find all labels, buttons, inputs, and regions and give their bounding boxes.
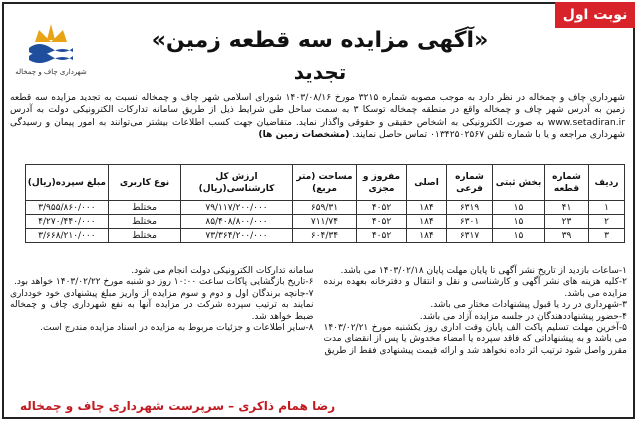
condition-item: سامانه تدارکات الکترونیکی دولت انجام می شود.	[131, 266, 314, 276]
table-cell: ۲	[589, 215, 625, 229]
table-cell: ۶۳۱۷	[447, 229, 493, 243]
intro-paragraph	[10, 92, 625, 142]
table-cell: ۳/۹۵۵/۸۶۰/۰۰۰	[25, 201, 108, 215]
table-cell: ۱۸۴	[407, 201, 447, 215]
condition-item: ۱-ساعات بازدید از تاریخ نشر آگهی تا پایان مهلت پایان ۱۴۰۳/۰۲/۱۸ می باشد.	[340, 266, 627, 276]
col-header: مساحت (متر مربع)	[293, 165, 357, 201]
condition-item: ۴-حضور پیشنهاددهندگان در جلسه مزایده آزاد می باشد.	[419, 311, 627, 322]
table-header-row	[25, 165, 624, 201]
conditions	[10, 266, 627, 357]
table-cell: ۶۳۱۹	[447, 201, 493, 215]
col-header: اصلی	[407, 165, 447, 201]
table-cell: ۳	[589, 229, 625, 243]
table-cell: ۶۳۰۱	[447, 215, 493, 229]
col-header: شماره فرعی	[447, 165, 493, 201]
intro-text: شهرداری چاف و چمخاله در نظر دارد به موجب مصوبه شماره ۳۲۱۵ مورخ ۱۴۰۳/۰۸/۱۶ شورای اسلامی شهر چاف و چمخاله نسبت به تجدید مزایده سه قطعه زمین به آدرس شهر چاف و چمخاله واقع در منطقه چمخاله توسکا ۳ به سمت ساحل طی شرایط ذیل از طریق سامانه تدارکات الکترونیکی دولت به آدرس www.setadiran.ir به صورت الکترونیکی به اشخاص حقیقی و حقوقی واگذار نماید. متقاضیان جهت کسب اطلاعات بیشتر می‌توانند به امور پیمان و رسیدگی شهرداری مراجعه و یا با شماره تلفن ۰۱۳۴۲۵۰۲۵۶۷ تماس حاصل نمایند.	[10, 92, 625, 141]
table-cell: ۴۱	[545, 201, 589, 215]
table-cell: ۶۵۹/۳۱	[293, 201, 357, 215]
table-cell: مختلط	[109, 215, 181, 229]
table-cell: ۱۸۴	[407, 229, 447, 243]
table-cell: ۷۱۱/۷۴	[293, 215, 357, 229]
land-table	[25, 164, 625, 243]
table-cell: ۱	[589, 201, 625, 215]
table-row	[25, 201, 624, 215]
condition-item: ۷-جانچه برندگان اول و دوم و سوم مزایده از واریز مبلغ پیشنهادی خود خودداری نمایند به ترتیب سپرده شرکت در مزایده آنها به نفع شهرداری چاف و چمخاله ضبط خواهد شد.	[10, 288, 314, 322]
conditions-right-column	[324, 266, 628, 357]
col-header: ردیف	[589, 165, 625, 201]
publication-badge: نوبت اول	[555, 2, 635, 28]
col-header: مفروز و مجزی	[357, 165, 407, 201]
col-header: بخش ثبتی	[493, 165, 545, 201]
table-cell: ۱۵	[493, 215, 545, 229]
notice-subtitle: تجدید	[293, 60, 347, 84]
col-header: ارزش کل کارشناسی(ریال)	[181, 165, 293, 201]
wave-logo-icon	[25, 20, 77, 66]
col-header: شماره قطعه	[545, 165, 589, 201]
condition-item: ۳-شهرداری در رد یا قبول پیشنهادات مختار می باشد.	[430, 300, 627, 311]
table-cell: ۴۰۵۲	[357, 201, 407, 215]
condition-item: ۲-کلیه هزینه های نشر آگهی و کارشناسی و نقل و انتقال و دفترخانه بعهده برنده مزایده می باشد.	[323, 277, 627, 299]
signature: رضا همام ذاکری – سرپرست شهرداری چاف و چمخاله	[20, 399, 336, 413]
table-cell: ۴۰۵۲	[357, 215, 407, 229]
table-cell: ۳۹	[545, 229, 589, 243]
logo-caption: شهرداری چاف و چمخاله	[15, 68, 87, 76]
table-cell: مختلط	[109, 229, 181, 243]
table-cell: ۳/۶۶۸/۲۱۰/۰۰۰	[25, 229, 108, 243]
table-cell: ۴/۲۷۰/۴۴۰/۰۰۰	[25, 215, 108, 229]
condition-item: ۶-تاریخ بازگشایی پاکات ساعت ۱۰:۰۰ روز دو شنبه مورخ ۱۴۰۳/۰۲/۲۲ خواهد بود.	[13, 277, 314, 288]
notice-title: «آگهی مزایده سه قطعه زمین»	[151, 28, 489, 53]
table-cell: مختلط	[109, 201, 181, 215]
table-cell: ۷۳/۳۶۴/۲۰۰/۰۰۰	[181, 229, 293, 243]
table-cell: ۸۵/۴۰۸/۸۰۰/۰۰۰	[181, 215, 293, 229]
table-cell: ۱۵	[493, 201, 545, 215]
table-cell: ۲۳	[545, 215, 589, 229]
table-cell: ۴۰۵۲	[357, 229, 407, 243]
condition-item: ۸-سایر اطلاعات و جزئیات مربوط به مزایده در اسناد مزایده مندرج است.	[40, 323, 314, 334]
col-header: نوع کاربری	[109, 165, 181, 201]
table-cell: ۷۹/۱۱۷/۲۰۰/۰۰۰	[181, 201, 293, 215]
municipality-logo	[15, 20, 87, 82]
conditions-left-column	[10, 266, 314, 357]
intro-bold: (مشخصات زمین ها)	[258, 129, 350, 141]
table-row	[25, 229, 624, 243]
table-cell: ۱۵	[493, 229, 545, 243]
table-cell: ۶۰۴/۳۴	[293, 229, 357, 243]
table-row	[25, 215, 624, 229]
table-cell: ۱۸۴	[407, 215, 447, 229]
condition-item: ۵-آخرین مهلت تسلیم پاکت الف پایان وقت اداری روز یکشنبه مورخ ۱۴۰۳/۰۲/۲۱ می باشد و به پیشنهاداتی که فاقد سپرده یا امضاء مخدوش یا پس از انقضای مدت مقرر واصل شود ترتیب اثر داده نخواهد شد و ارائه قیمت پیشنهادی فقط از طریق	[323, 323, 627, 356]
col-header: مبلغ سپرده(ریال)	[25, 165, 108, 201]
